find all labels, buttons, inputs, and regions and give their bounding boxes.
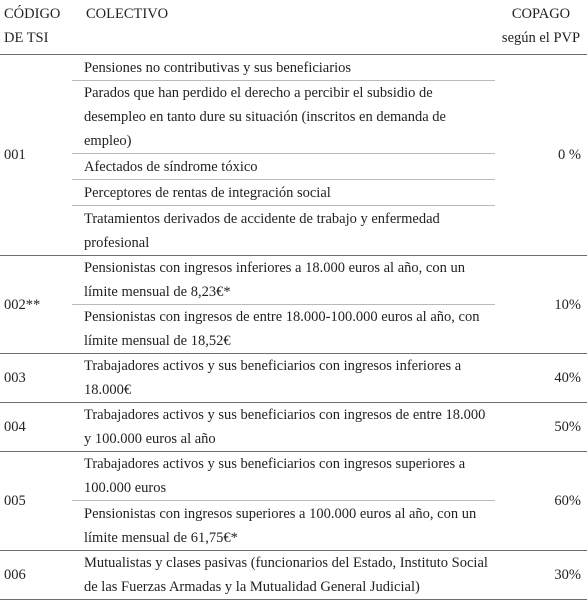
tsi-code: 003 <box>0 354 72 403</box>
header-codigo: CÓDIGO DE TSI <box>0 0 72 55</box>
colectivo-item: Perceptores de rentas de integración social <box>72 180 495 206</box>
copago-value: 30% <box>495 551 587 600</box>
colectivo-item: Trabajadores activos y sus beneficiarios con ingresos inferiores a 18.000€ <box>72 354 495 403</box>
colectivo-item: Pensionistas con ingresos superiores a 100.000 euros al año, con un límite mensual de 61,75€* <box>72 501 495 551</box>
copago-value: 50% <box>495 403 587 452</box>
table-row <box>0 452 587 501</box>
colectivo-item: Pensionistas con ingresos de entre 18.000-100.000 euros al año, con límite mensual de 18,52€ <box>72 305 495 354</box>
table-row <box>0 403 587 452</box>
copago-value: 40% <box>495 354 587 403</box>
colectivo-item: Pensionistas con ingresos inferiores a 18.000 euros al año, con un límite mensual de 8,23€* <box>72 256 495 305</box>
table-row <box>0 354 587 403</box>
tsi-code: 006 <box>0 551 72 600</box>
colectivo-item: Parados que han perdido el derecho a percibir el subsidio de desempleo en tanto dure su situación (inscritos en demanda de empleo) <box>72 81 495 154</box>
header-colectivo: COLECTIVO <box>72 0 495 55</box>
table-row <box>0 55 587 81</box>
tsi-code: 001 <box>0 55 72 256</box>
colectivo-item: Afectados de síndrome tóxico <box>72 154 495 180</box>
colectivo-item: Trabajadores activos y sus beneficiarios con ingresos de entre 18.000 y 100.000 euros al año <box>72 403 495 452</box>
colectivo-item: Mutualistas y clases pasivas (funcionarios del Estado, Instituto Social de las Fuerzas Armadas y la Mutualidad General Judicial) <box>72 551 495 600</box>
table-row <box>0 256 587 305</box>
tsi-code: 005 <box>0 452 72 551</box>
table-row <box>0 551 587 600</box>
tsi-code: 004 <box>0 403 72 452</box>
header-row <box>0 0 587 55</box>
copago-value: 10% <box>495 256 587 354</box>
colectivo-item: Pensiones no contributivas y sus beneficiarios <box>72 55 495 81</box>
colectivo-item: Trabajadores activos y sus beneficiarios con ingresos superiores a 100.000 euros <box>72 452 495 501</box>
colectivo-item: Tratamientos derivados de accidente de trabajo y enfermedad profesional <box>72 206 495 256</box>
copago-value: 60% <box>495 452 587 551</box>
header-copago: COPAGO según el PVP <box>495 0 587 55</box>
tsi-code: 002** <box>0 256 72 354</box>
copago-value: 0 % <box>495 55 587 256</box>
